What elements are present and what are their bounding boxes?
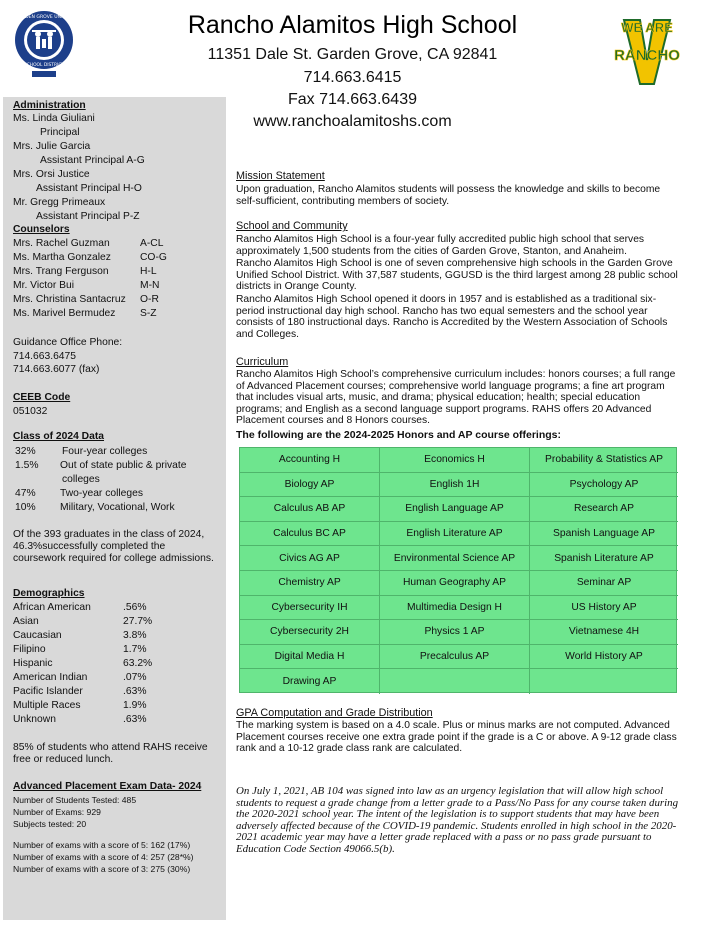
mission-heading: Mission Statement <box>236 170 325 182</box>
course-cell: Precalculus AP <box>380 645 530 670</box>
course-cell: English 1H <box>380 473 530 498</box>
course-cell: Civics AG AP <box>240 546 380 571</box>
demographic-row <box>13 714 147 726</box>
demographic-pct: 1.9% <box>123 700 147 711</box>
demographic-pct: .07% <box>123 672 147 683</box>
demographic-pct: 63.2% <box>123 658 153 669</box>
course-cell: World History AP <box>530 645 678 670</box>
ceeb-code: 051032 <box>13 406 48 417</box>
class-stat-label: Two-year colleges <box>60 488 143 499</box>
course-cell: Multimedia Design H <box>380 596 530 621</box>
demographic-group: Multiple Races <box>13 700 81 711</box>
ceeb-heading: CEEB Code <box>13 392 71 403</box>
ap-exam-stat: Subjects tested: 20 <box>13 819 87 829</box>
community-paragraph: Rancho Alamitos High School opened it doors in 1957 and is established as a traditional six-period instructional day high school. Rancho has two equal semesters and the school year consists of 180 instructional days. Rancho is Accredited by the Western Association of Schools and Colleges. <box>236 294 668 340</box>
counselor-name: Ms. Martha Gonzalez <box>13 252 111 263</box>
school-website-link[interactable]: www.ranchoalamitoshs.com <box>253 113 452 130</box>
counselor-row <box>13 252 167 264</box>
course-offerings-table <box>239 447 677 693</box>
demographic-group: Asian <box>13 616 39 627</box>
course-cell: English Literature AP <box>380 522 530 547</box>
course-cell: Cybersecurity 2H <box>240 620 380 645</box>
ap-score-row: Number of exams with a score of 4: 257 (28*%) <box>13 852 194 862</box>
graduates-summary: Of the 393 graduates in the class of 2024, 46.3%successfully completed the coursework required for college admissions. <box>13 529 214 564</box>
school-address: 11351 Dale St. Garden Grove, CA 92841 <box>207 46 498 63</box>
admin-role: Assistant Principal P-Z <box>36 211 140 222</box>
demographic-row <box>13 658 153 670</box>
course-cell: Spanish Literature AP <box>530 546 678 571</box>
community-paragraph: Rancho Alamitos High School is a four-year fully accredited public high school that serves approximately 1,500 students from the cities of Garden Grove, Stanton, and Anaheim. <box>236 234 645 257</box>
course-cell: Drawing AP <box>240 669 380 694</box>
admin-name: Mrs. Orsi Justice <box>13 169 90 180</box>
demographic-row <box>13 644 147 656</box>
counselor-name: Mrs. Rachel Guzman <box>13 238 110 249</box>
ap-exam-heading: Advanced Placement Exam Data- 2024 <box>13 781 202 792</box>
admin-name: Mrs. Julie Garcia <box>13 141 91 152</box>
course-cell: Economics H <box>380 448 530 473</box>
demographic-row <box>13 602 147 614</box>
class-stat-pct: 47% <box>15 488 36 499</box>
counselor-name: Ms. Marivel Bermudez <box>13 308 116 319</box>
demographic-group: Hispanic <box>13 658 53 669</box>
counselor-row <box>13 280 160 292</box>
course-cell: Accounting H <box>240 448 380 473</box>
course-cell <box>380 669 530 694</box>
counselor-range: CO-G <box>140 252 167 263</box>
seal-text-top: GARDEN GROVE UNIFIED <box>15 15 73 20</box>
gpa-text: The marking system is based on a 4.0 scale. Plus or minus marks are not computed. Advanced Placement courses receive one extra grade point if the grade is a C or above. A 9-12 grade class rank and a 10-12 grade class rank are calculated. <box>236 720 677 754</box>
class-stat-pct: 10% <box>15 502 36 513</box>
class-data-heading: Class of 2024 Data <box>13 431 105 442</box>
lunch-note: 85% of students who attend RAHS receive free or reduced lunch. <box>13 742 208 765</box>
course-cell: Probability & Statistics AP <box>530 448 678 473</box>
course-cell: Seminar AP <box>530 571 678 596</box>
logo-we-are: WE ARE <box>621 20 673 35</box>
district-seal-icon <box>14 8 74 80</box>
course-cell: Research AP <box>530 497 678 522</box>
class-stat-pct: 1.5% <box>15 460 39 471</box>
demographic-pct: .63% <box>123 714 147 725</box>
school-fax: Fax 714.663.6439 <box>288 91 417 108</box>
school-community-heading: School and Community <box>236 220 348 232</box>
demographic-pct: .63% <box>123 686 147 697</box>
demographic-pct: 1.7% <box>123 644 147 655</box>
demographics-heading: Demographics <box>13 588 85 599</box>
counselor-range: H-L <box>140 266 157 277</box>
demographic-pct: 27.7% <box>123 616 153 627</box>
demographic-row <box>13 672 147 684</box>
class-stat-label: colleges <box>62 474 100 485</box>
counselor-range: O-R <box>140 294 159 305</box>
mission-text: Upon graduation, Rancho Alamitos students will possess the knowledge and skills to become self-sufficient, contributing members of society. <box>236 184 661 207</box>
course-cell: Biology AP <box>240 473 380 498</box>
demographic-row <box>13 630 147 642</box>
admin-name: Ms. Linda Giuliani <box>13 113 95 124</box>
class-stat-label: Four-year colleges <box>62 446 148 457</box>
demographic-pct: .56% <box>123 602 147 613</box>
demographic-group: Pacific Islander <box>13 686 83 697</box>
course-cell: Vietnamese 4H <box>530 620 678 645</box>
admin-name: Mr. Gregg Primeaux <box>13 197 106 208</box>
seal-text-bottom: SCHOOL DISTRICT <box>23 63 65 68</box>
class-stat-pct: 32% <box>15 446 36 457</box>
counselor-row <box>13 266 157 278</box>
school-phone: 714.663.6415 <box>303 69 402 86</box>
counselor-range: S-Z <box>140 308 157 319</box>
ap-score-row: Number of exams with a score of 3: 275 (30%) <box>13 864 191 874</box>
sidebar-panel <box>3 97 226 920</box>
counselor-name: Mr. Victor Bui <box>13 280 75 291</box>
demographic-group: Caucasian <box>13 630 62 641</box>
counselor-range: A-CL <box>140 238 164 249</box>
counselor-name: Mrs. Christina Santacruz <box>13 294 126 305</box>
curriculum-text: Rancho Alamitos High School’s comprehensive curriculum includes: honors courses; a full range of Advanced Placement courses; comprehensive world language programs; a fine art program that includes visual arts, music, and drama; physical education; health; special education programs; and English as a second language support programs. RAHS offers 20 Advanced Placement courses and 8 Honors courses. <box>236 369 676 426</box>
demographic-group: African American <box>13 602 91 613</box>
counselor-range: M-N <box>140 280 160 291</box>
admin-role: Assistant Principal A-G <box>40 155 145 166</box>
counselors-heading: Counselors <box>13 224 70 235</box>
ap-exam-stat: Number of Students Tested: 485 <box>13 795 137 805</box>
course-cell: Psychology AP <box>530 473 678 498</box>
admin-role: Assistant Principal H-O <box>36 183 142 194</box>
class-stat-label: Military, Vocational, Work <box>60 502 175 513</box>
guidance-label: Guidance Office Phone: <box>13 337 123 348</box>
demographic-row <box>13 686 147 698</box>
ab104-note: On July 1, 2021, AB 104 was signed into law as an urgency legislation that will allow high school students to request a grade change from a letter grade to a Pass/No Pass for any course taken during the 2020-2021 school year. The intent of the legislation is to support students that may have been adversely affected because of the COVID-19 pandemic. Students enrolled in high school in the 2020-2021 academic year may have a letter grade replaced with a pass or no pass grade pursuant to Education Code Section 49066.5(b). <box>236 785 679 855</box>
counselor-row <box>13 308 157 320</box>
counselor-row <box>13 294 159 306</box>
demographic-group: American Indian <box>13 672 88 683</box>
guidance-phone: 714.663.6475 <box>13 351 76 362</box>
gpa-heading: GPA Computation and Grade Distribution <box>236 707 433 719</box>
offerings-title: The following are the 2024-2025 Honors and AP course offerings: <box>236 429 561 441</box>
ap-exam-stat: Number of Exams: 929 <box>13 807 101 817</box>
demographic-group: Unknown <box>13 714 56 725</box>
course-cell: Chemistry AP <box>240 571 380 596</box>
course-cell: US History AP <box>530 596 678 621</box>
demographic-row <box>13 616 153 628</box>
administration-heading: Administration <box>13 100 86 111</box>
counselor-name: Mrs. Trang Ferguson <box>13 266 109 277</box>
curriculum-heading: Curriculum <box>236 356 289 368</box>
counselor-row <box>13 238 164 250</box>
course-cell: English Language AP <box>380 497 530 522</box>
course-cell: Digital Media H <box>240 645 380 670</box>
community-paragraph: Rancho Alamitos High School is one of seven comprehensive high schools in the Garden Grove Unified School District. With 37,587 students, GGUSD is the third largest among 28 public school districts in Orange County. <box>236 258 678 292</box>
course-cell: Calculus AB AP <box>240 497 380 522</box>
logo-rancho: RANCHO <box>614 47 680 64</box>
course-cell: Physics 1 AP <box>380 620 530 645</box>
admin-role: Principal <box>40 127 80 138</box>
course-cell: Environmental Science AP <box>380 546 530 571</box>
rancho-logo-icon <box>610 14 684 88</box>
course-cell: Calculus BC AP <box>240 522 380 547</box>
course-cell <box>530 669 678 694</box>
ap-score-row: Number of exams with a score of 5: 162 (17%) <box>13 840 191 850</box>
class-stat-label: Out of state public & private <box>60 460 187 471</box>
demographic-row <box>13 700 147 712</box>
course-cell: Cybersecurity IH <box>240 596 380 621</box>
demographic-group: Filipino <box>13 644 46 655</box>
course-cell: Human Geography AP <box>380 571 530 596</box>
demographic-pct: 3.8% <box>123 630 147 641</box>
course-cell: Spanish Language AP <box>530 522 678 547</box>
school-title: Rancho Alamitos High School <box>187 11 518 39</box>
guidance-fax: 714.663.6077 (fax) <box>13 364 100 375</box>
